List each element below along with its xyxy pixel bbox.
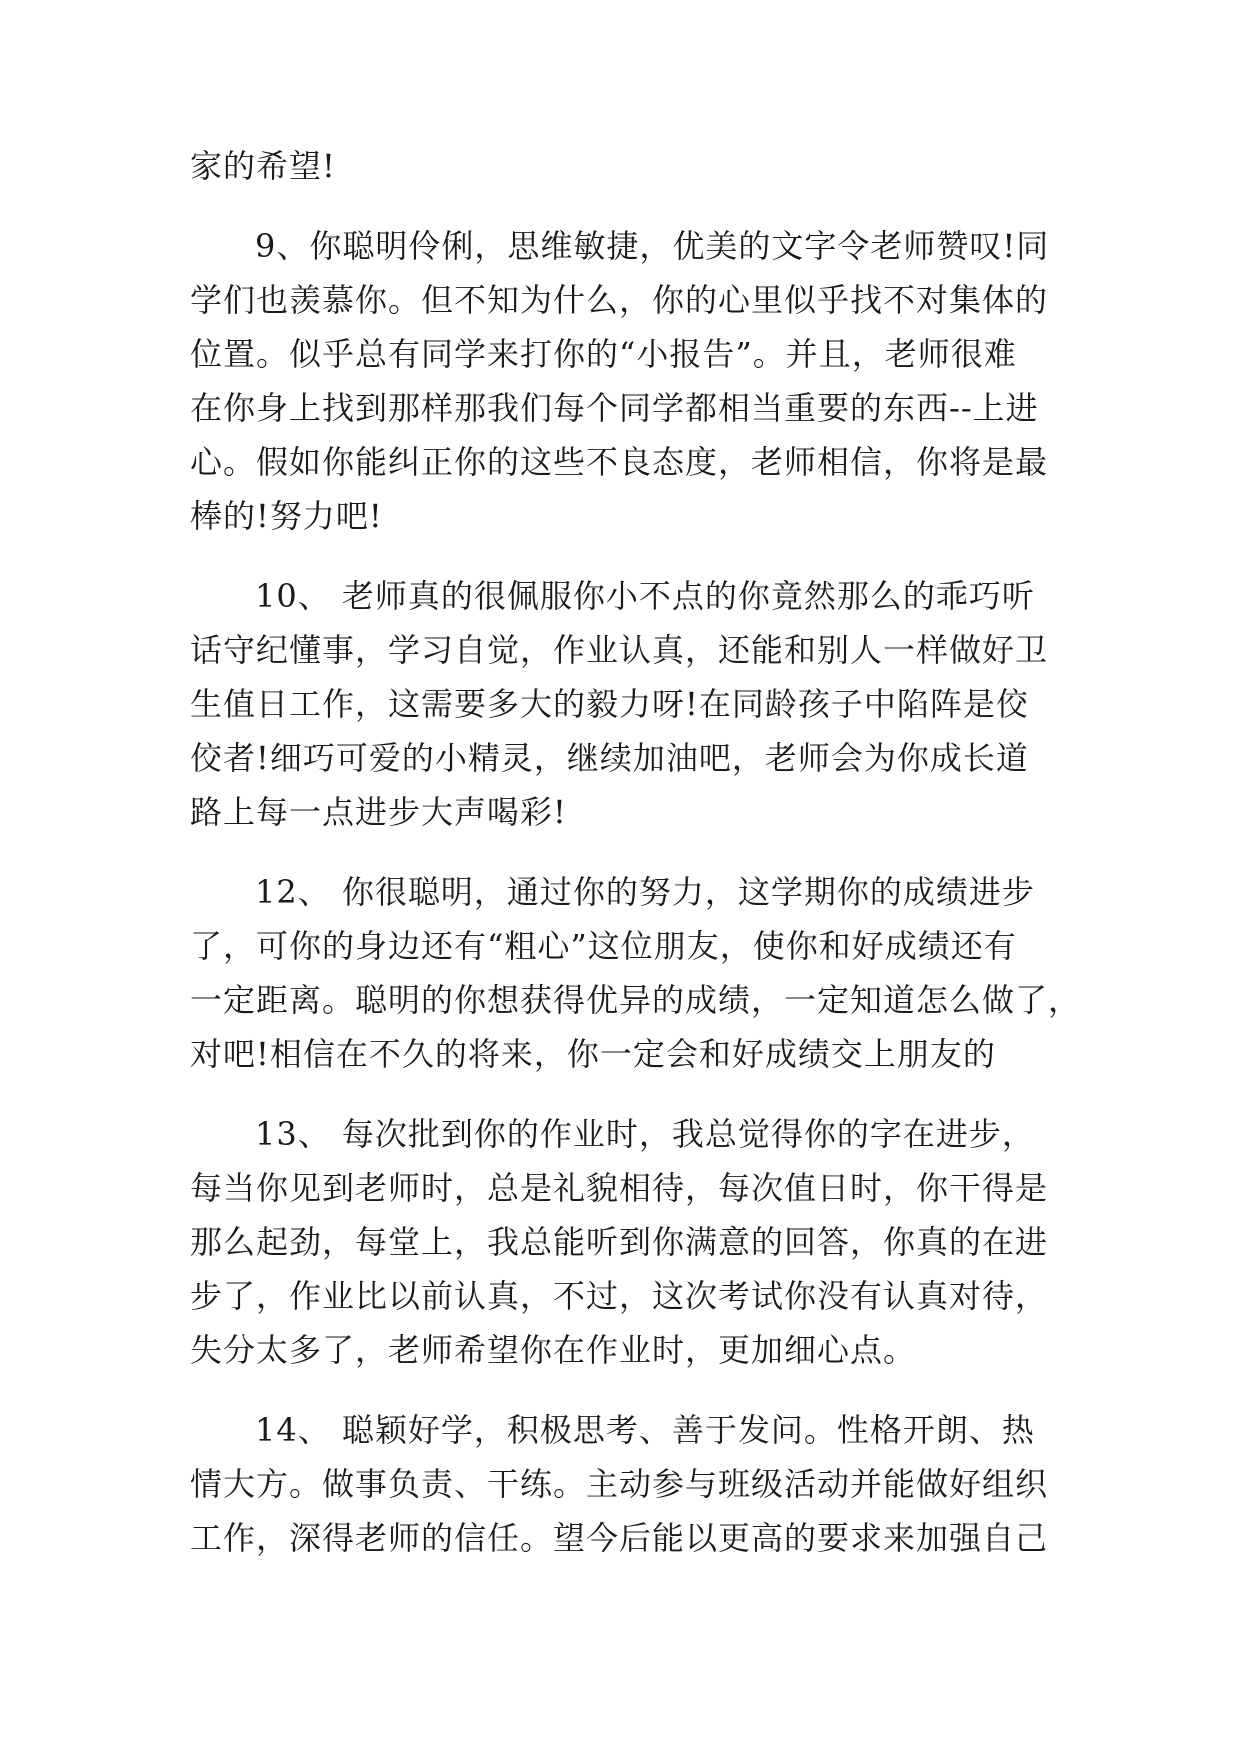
paragraph-line: 路上每一点进步大声喝彩!	[190, 793, 567, 831]
paragraph-line: 棒的!努力吧!	[190, 497, 383, 535]
paragraph-line: 在你身上找到那样那我们每个同学都相当重要的东西--上进	[190, 389, 1039, 427]
paragraph-line: 佼者!细巧可爱的小精灵，继续加油吧，老师会为你成长道	[190, 739, 1029, 777]
paragraph-line: 14、 聪颖好学，积极思考、善于发问。性格开朗、热	[255, 1411, 1035, 1449]
paragraph-line: 失分太多了，老师希望你在作业时，更加细心点。	[190, 1331, 917, 1369]
paragraph-line: 工作，深得老师的信任。望今后能以更高的要求来加强自己	[190, 1519, 1049, 1557]
paragraph-line: 心。假如你能纠正你的这些不良态度，老师相信，你将是最	[190, 443, 1049, 481]
paragraph-line: 生值日工作，这需要多大的毅力呀!在同龄孩子中陷阵是佼	[190, 685, 1029, 723]
paragraph-line: 家的希望!	[190, 147, 336, 185]
paragraph-line: 话守纪懂事，学习自觉，作业认真，还能和别人一样做好卫	[190, 631, 1049, 669]
paragraph-line: 9、你聪明伶俐，思维敏捷，优美的文字令老师赞叹!同	[255, 227, 1050, 265]
paragraph-line: 了，可你的身边还有“粗心”这位朋友，使你和好成绩还有	[190, 927, 1017, 965]
paragraph-line: 一定距离。聪明的你想获得优异的成绩，一定知道怎么做了，	[190, 981, 1082, 1019]
paragraph-line: 那么起劲，每堂上，我总能听到你满意的回答，你真的在进	[190, 1223, 1049, 1261]
paragraph-line: 情大方。做事负责、干练。主动参与班级活动并能做好组织	[190, 1465, 1049, 1503]
paragraph-line: 12、 你很聪明，通过你的努力，这学期你的成绩进步	[255, 873, 1035, 911]
paragraph-line: 学们也羡慕你。但不知为什么，你的心里似乎找不对集体的	[190, 281, 1049, 319]
paragraph-line: 步了，作业比以前认真，不过，这次考试你没有认真对待，	[190, 1277, 1049, 1315]
paragraph-line: 13、 每次批到你的作业时，我总觉得你的字在进步，	[255, 1115, 1035, 1153]
paragraph-line: 位置。似乎总有同学来打你的“小报告”。并且，老师很难	[190, 335, 1017, 373]
paragraph-line: 每当你见到老师时，总是礼貌相待，每次值日时，你干得是	[190, 1169, 1049, 1207]
paragraph-line: 对吧!相信在不久的将来，你一定会和好成绩交上朋友的	[190, 1035, 996, 1073]
paragraph-line: 10、 老师真的很佩服你小不点的你竟然那么的乖巧听	[255, 577, 1035, 615]
